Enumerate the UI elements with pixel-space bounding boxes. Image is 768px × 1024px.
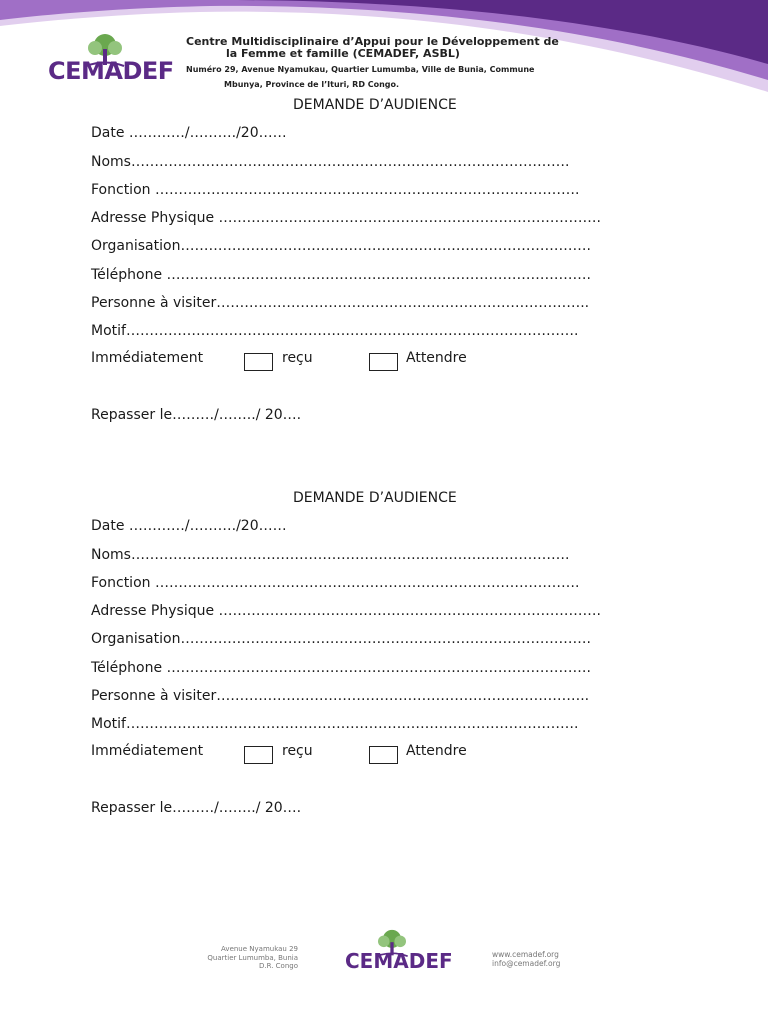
adresse-field: Adresse Physique ………………………………………………………………………. — [91, 603, 601, 619]
attendre-label: Attendre — [406, 350, 467, 366]
status-options — [91, 350, 591, 372]
footer-logo-text: CEMADEF — [345, 949, 453, 973]
organisation-field: Organisation……………………………………………………………………………. — [91, 631, 591, 647]
organization-header — [186, 36, 596, 89]
noms-field: Noms…………………………………………………………………………………. — [91, 547, 570, 563]
adresse-field: Adresse Physique ………………………………………………………………………. — [91, 210, 601, 226]
organisation-field: Organisation……………………………………………………………………………. — [91, 238, 591, 254]
org-address-line2: Mbunya, Province de l’Ituri, RD Congo. — [224, 79, 400, 89]
recu-checkbox[interactable] — [369, 353, 398, 371]
motif-field: Motif……………………………………………………………………………………. — [91, 716, 579, 732]
repasser-field: Repasser le………/……../ 20…. — [91, 800, 302, 816]
motif-field: Motif……………………………………………………………………………………. — [91, 323, 579, 339]
recu-label: reçu — [282, 350, 313, 366]
footer-address-line2: Quartier Lumumba, Bunia — [207, 953, 298, 962]
footer-website[interactable]: www.cemadef.org — [492, 950, 559, 959]
repasser-field: Repasser le………/……../ 20…. — [91, 407, 302, 423]
date-field: Date …………/………./20…… — [91, 518, 287, 534]
footer-contact — [492, 950, 560, 968]
telephone-field: Téléphone ………………………………………………………………………………. — [91, 660, 592, 676]
immediatement-checkbox[interactable] — [244, 746, 273, 764]
footer-address-line3: D.R. Congo — [258, 962, 298, 970]
immediatement-label: Immédiatement — [91, 743, 204, 759]
footer-address — [180, 945, 298, 971]
date-field: Date …………/………./20…… — [91, 125, 287, 141]
fonction-field: Fonction ………………………………………………………………………………. — [91, 182, 580, 198]
immediatement-label: Immédiatement — [91, 350, 204, 366]
immediatement-checkbox[interactable] — [244, 353, 273, 371]
recu-checkbox[interactable] — [369, 746, 398, 764]
logo-text: CEMADEF — [48, 57, 174, 85]
footer-address-line1: Avenue Nyamukau 29 — [221, 945, 298, 953]
footer-logo — [342, 929, 452, 979]
telephone-field: Téléphone ………………………………………………………………………………. — [91, 267, 592, 283]
status-options — [91, 743, 591, 765]
form-title: DEMANDE D’AUDIENCE — [293, 97, 457, 113]
org-name-line1: Centre Multidisciplinaire d’Appui pour le Développement de — [186, 35, 559, 48]
personne-field: Personne à visiter…………………………………………………………………….. — [91, 295, 590, 311]
cemadef-logo — [44, 33, 174, 95]
noms-field: Noms…………………………………………………………………………………. — [91, 154, 570, 170]
form-title: DEMANDE D’AUDIENCE — [293, 490, 457, 506]
personne-field: Personne à visiter…………………………………………………………………….. — [91, 688, 590, 704]
fonction-field: Fonction ………………………………………………………………………………. — [91, 575, 580, 591]
attendre-label: Attendre — [406, 743, 467, 759]
footer-email[interactable]: info@cemadef.org — [492, 959, 561, 968]
org-name-line2: la Femme et famille (CEMADEF, ASBL) — [226, 47, 460, 60]
org-address-line1: Numéro 29, Avenue Nyamukau, Quartier Lumumba, Ville de Bunia, Commune — [186, 65, 535, 74]
page-footer — [0, 925, 768, 985]
recu-label: reçu — [282, 743, 313, 759]
